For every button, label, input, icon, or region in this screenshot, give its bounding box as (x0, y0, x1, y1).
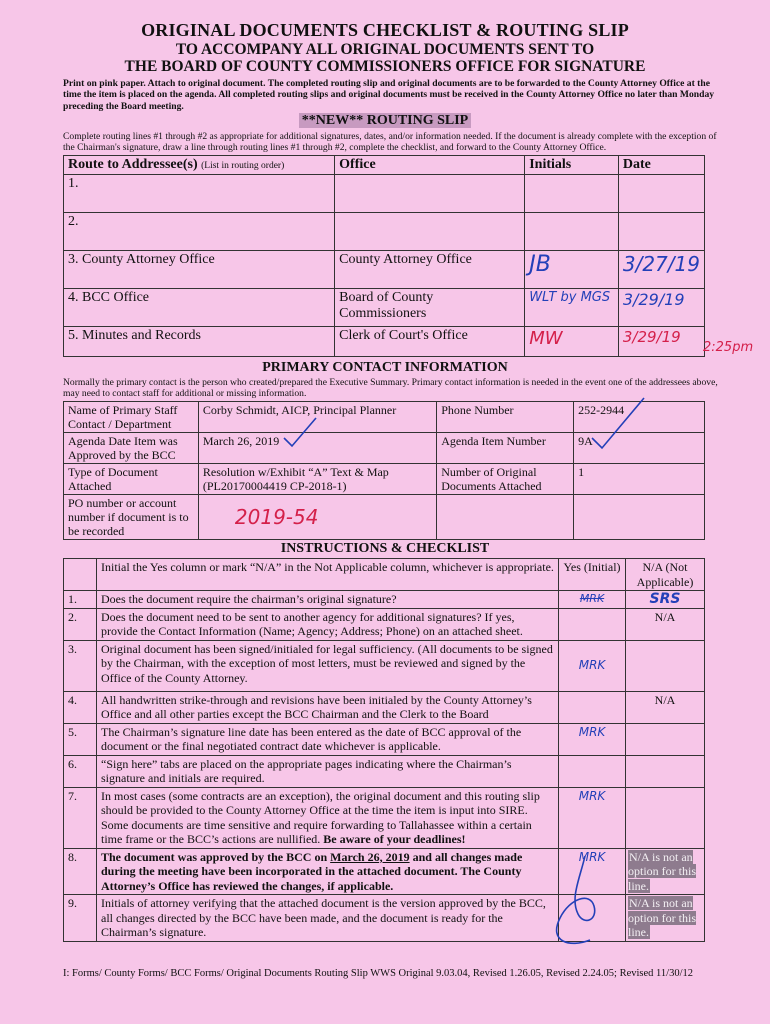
checklist-section-title: INSTRUCTIONS & CHECKLIST (280, 541, 490, 556)
contact-label: Agenda Date Item was Approved by the BCC (64, 433, 199, 464)
contact-label-2: Agenda Item Number (437, 433, 574, 464)
contact-value-2 (574, 495, 705, 540)
contact-label: Type of Document Attached (64, 464, 199, 495)
checklist-num: 3. (64, 640, 97, 691)
checklist-num: 8. (64, 848, 97, 895)
routing-row (64, 327, 705, 357)
checklist-row (64, 608, 705, 640)
contact-row (64, 495, 705, 540)
checkmark-icon (280, 414, 320, 450)
checklist-num: 6. (64, 755, 97, 787)
new-routing-slip-label: **NEW** ROUTING SLIP (299, 113, 471, 128)
checklist-text: Original document has been signed/initialed for legal sufficiency. (All documents to be signed by the Chairman, with the exception of most letters, must be reviewed and signed by the Office of the County Attorney. (97, 640, 559, 691)
contact-section-title: PRIMARY CONTACT INFORMATION (262, 360, 508, 375)
checklist-yes-initials: MRK (559, 640, 626, 691)
page-subtitle-1: TO ACCOMPANY ALL ORIGINAL DOCUMENTS SENT TO (175, 41, 595, 58)
checklist-na-value (626, 787, 705, 848)
contact-row (64, 464, 705, 495)
checklist-yes-initials (559, 755, 626, 787)
checklist-na-value: N/A (626, 691, 705, 723)
na-not-option-note: N/A is not an option for this line. (628, 896, 696, 939)
checklist-text-cell (97, 848, 559, 895)
checklist-na-initials: SRS (626, 591, 705, 609)
deadline-warning: Be aware of your deadlines! (323, 832, 466, 846)
checklist-text: Does the document require the chairman’s original signature? (97, 591, 559, 609)
contact-label-2: Number of Original Documents Attached (437, 464, 574, 495)
footer-path: I: Forms/ County Forms/ BCC Forms/ Original Documents Routing Slip WWS Original 9.03.04, Revised 1.26.05, Revised 2.24.05; Revised 11/30/12 (63, 968, 693, 979)
checklist-text: “Sign here” tabs are placed on the appropriate pages indicating where the Chairman’s signature and initials are required. (97, 755, 559, 787)
checklist-num (64, 559, 97, 591)
routing-date (618, 175, 704, 213)
routing-office: Clerk of Court's Office (335, 327, 525, 357)
contact-value: Corby Schmidt, AICP, Principal Planner (198, 402, 436, 433)
addressee-header: Route to Addressee(s) (List in routing order) (64, 156, 335, 175)
contact-value: March 26, 2019 (198, 433, 436, 464)
date-header: Date (618, 156, 704, 175)
checklist-yes-initials: MRK (559, 848, 626, 895)
checklist-text-post: and all changes made during the meeting have been incorporated in the attached document. The County Attorney’s Office has reviewed the changes, if applicable. (101, 849, 523, 893)
routing-date-handwritten: 3/27/19 (618, 251, 704, 289)
contact-value: Resolution w/Exhibit “A” Text & Map (PL20170004419 CP-2018-1) (198, 464, 436, 495)
checklist-num: 2. (64, 608, 97, 640)
routing-instructions: Complete routing lines #1 through #2 as appropriate for additional signatures, dates, and/or information needed. If the document is already complete with the exception of the Chairman's signature, draw a line through routing lines #1 through #2, complete the checklist, and forward to the County Attorney Office. (63, 131, 717, 154)
checklist-num: 9. (64, 895, 97, 942)
intro-paragraph: Print on pink paper. Attach to original document. The completed routing slip and original documents are to be forwarded to the County Attorney Office at the time the item is placed on the agenda. All completed routing slips and original documents must be received in the County Attorney Office no later than Monday preceding the Board meeting. (63, 78, 715, 112)
approval-date: March 26, 2019 (330, 849, 410, 864)
checklist-row (64, 787, 705, 848)
attorney-signature-icon (540, 848, 620, 958)
checklist-text: All handwritten strike-through and revisions have been initialed by the County Attorney’s Office and all other parties except the BCC Chairman and the Clerk to the Board (97, 691, 559, 723)
routing-row (64, 289, 705, 327)
routing-addressee: 4. BCC Office (64, 289, 335, 327)
checklist-na-value (626, 755, 705, 787)
checklist-na-value: N/A (626, 608, 705, 640)
contact-label: Name of Primary Staff Contact / Department (64, 402, 199, 433)
routing-office (335, 175, 525, 213)
checklist-text: In most cases (some contracts are an exception), the original document and this routing slip should be provided to the County Attorney Office at the time the item is input into SIRE. Some documents are time sensitive and require forwarding to Tallahassee within a certain time frame or the BCC’s actions are nullified. (101, 788, 540, 846)
checklist-yes-initials: MRK (559, 591, 626, 609)
checklist-header-row (64, 559, 705, 591)
checklist-na-cell (626, 895, 705, 942)
checklist-text: Does the document need to be sent to another agency for additional signatures? If yes, provide the Contact Information (Name; Agency; Address; Phone) on an attached sheet. (97, 608, 559, 640)
page-subtitle-2: THE BOARD OF COUNTY COMMISSIONERS OFFICE FOR SIGNATURE (124, 58, 646, 75)
routing-time-handwritten: 2:25pm (703, 340, 754, 355)
new-routing-slip-banner (0, 113, 770, 129)
checklist-na-cell (626, 848, 705, 895)
checklist-row (64, 755, 705, 787)
routing-office: County Attorney Office (335, 251, 525, 289)
contact-value-2: 1 (574, 464, 705, 495)
routing-initials (525, 175, 619, 213)
routing-row (64, 213, 705, 251)
routing-office (335, 213, 525, 251)
checklist-num: 7. (64, 787, 97, 848)
checklist-num: 5. (64, 723, 97, 755)
contact-value-2: 9A (574, 433, 705, 464)
checklist-row (64, 640, 705, 691)
page-title: ORIGINAL DOCUMENTS CHECKLIST & ROUTING SLIP (141, 20, 629, 40)
checklist-row (64, 591, 705, 609)
routing-office: Board of County Commissioners (335, 289, 525, 327)
initials-header: Initials (525, 156, 619, 175)
checklist-row (64, 691, 705, 723)
routing-row (64, 251, 705, 289)
checklist-na-value (626, 723, 705, 755)
routing-addressee: 2. (64, 213, 335, 251)
checklist-text: Initials of attorney verifying that the attached document is the version approved by the BCC, all changes directed by the BCC have been made, and the document is ready for the Chairman’s signature. (97, 895, 559, 942)
checklist-yes-initials: MRK (559, 787, 626, 848)
checklist-text: The Chairman’s signature line date has been entered as the date of BCC approval of the document or the final negotiated contract date whichever is applicable. (97, 723, 559, 755)
routing-initials (525, 213, 619, 251)
routing-header-row (64, 156, 705, 175)
checklist-yes-initials (559, 608, 626, 640)
checklist-header-text: Initial the Yes column or mark “N/A” in the Not Applicable column, whichever is appropriate. (97, 559, 559, 591)
contact-label-2: Phone Number (437, 402, 574, 433)
routing-addressee: 1. (64, 175, 335, 213)
routing-row (64, 175, 705, 213)
routing-addressee: 3. County Attorney Office (64, 251, 335, 289)
routing-table (63, 155, 705, 357)
routing-initials-handwritten: JB (525, 251, 619, 289)
checklist-yes-initials (559, 691, 626, 723)
routing-date (618, 213, 704, 251)
contact-note: Normally the primary contact is the person who created/prepared the Executive Summary. Primary contact information is needed in the event one of the addressees above, may need to contact staff for additional or missing information. (63, 377, 718, 400)
checkmark-icon (588, 394, 648, 454)
checklist-na-value (626, 640, 705, 691)
checklist-yes-initials: MRK (559, 723, 626, 755)
addressee-header-note: (List in routing order) (201, 161, 285, 171)
checklist-num: 1. (64, 591, 97, 609)
contact-label: PO number or account number if document is to be recorded (64, 495, 199, 540)
checklist-num: 4. (64, 691, 97, 723)
contact-value-handwritten: 2019-54 (198, 495, 436, 540)
routing-initials-handwritten: MW (525, 327, 619, 357)
checklist-header-na: N/A (Not Applicable) (626, 559, 705, 591)
checklist-text-pre: The document was approved by the BCC on (101, 849, 331, 864)
checklist-text-cell (97, 787, 559, 848)
office-header: Office (335, 156, 525, 175)
na-not-option-note: N/A is not an option for this line. (628, 849, 696, 893)
routing-date-handwritten: 3/29/19 (618, 327, 704, 357)
contact-label-2 (437, 495, 574, 540)
routing-addressee: 5. Minutes and Records (64, 327, 335, 357)
routing-date-handwritten: 3/29/19 (618, 289, 704, 327)
checklist-row (64, 723, 705, 755)
checklist-header-yes: Yes (Initial) (559, 559, 626, 591)
contact-value-2: 252-2944 (574, 402, 705, 433)
routing-initials-handwritten: WLT by MGS (525, 289, 619, 327)
